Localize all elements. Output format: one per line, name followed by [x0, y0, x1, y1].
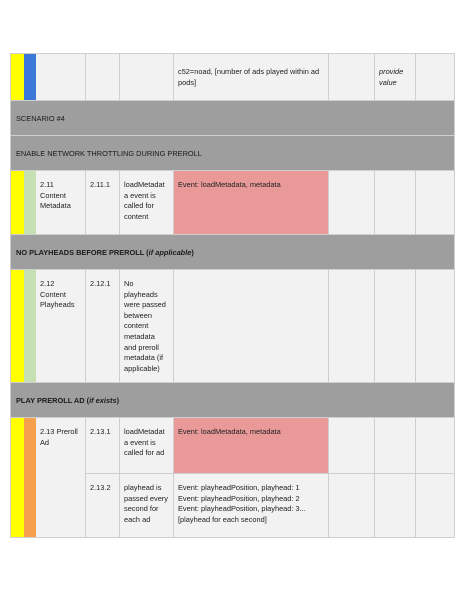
orange-marker	[24, 418, 36, 537]
play-preroll-qualifier: if exists	[89, 396, 117, 405]
blank-cell	[375, 473, 416, 537]
blank-cell	[416, 473, 455, 537]
section-cell	[36, 54, 86, 100]
throttle-title: ENABLE NETWORK THROTTLING DURING PREROLL	[16, 149, 202, 158]
description-cell: No playheads were passed between content metadata and preroll metadata (if applicable)	[120, 270, 174, 382]
yellow-marker	[10, 270, 24, 382]
blank-cell	[375, 270, 416, 382]
no-playheads-qualifier: if applicable	[148, 248, 192, 257]
no-playheads-banner	[10, 234, 455, 269]
event-cell: Event: loadMetadata, metadata	[174, 418, 329, 473]
step-cell: 2.13.2	[86, 473, 120, 537]
description-cell: loadMetadat a event is called for ad	[120, 418, 174, 473]
no-playheads-title: NO PLAYHEADS BEFORE PREROLL (	[16, 248, 149, 257]
section-cell: 2.11 Content Metadata	[36, 171, 86, 234]
description-cell	[120, 54, 174, 100]
scenario-banner	[10, 100, 455, 135]
yellow-marker	[10, 54, 24, 100]
event-line: Event: playheadPosition, playhead: 3...[playhead for each second]	[178, 504, 306, 524]
blank-cell	[329, 473, 375, 537]
test-case-table	[10, 53, 455, 537]
step-cell: 2.12.1	[86, 270, 120, 382]
event-cell	[174, 270, 329, 382]
table-row-ad-count	[10, 53, 455, 100]
play-preroll-banner	[10, 382, 455, 417]
green-marker	[24, 171, 36, 234]
blank-cell	[329, 270, 375, 382]
blank-cell	[416, 171, 455, 234]
event-cell: c52=noad, [number of ads played within ad pods]	[174, 54, 329, 100]
description-cell: loadMetadat a event is called for content	[120, 171, 174, 234]
description-cell: playhead is passed every second for each ad	[120, 473, 174, 537]
blank-cell	[375, 171, 416, 234]
table-row-2-13	[10, 417, 455, 537]
blank-cell	[416, 270, 455, 382]
no-playheads-close: )	[191, 248, 194, 257]
blank-cell	[375, 418, 416, 473]
event-cell	[174, 473, 329, 537]
note-cell: provide value	[375, 54, 416, 100]
yellow-marker	[10, 171, 24, 234]
yellow-marker	[10, 418, 24, 537]
event-line: Event: playheadPosition, playhead: 1	[178, 483, 300, 492]
play-preroll-close: )	[116, 396, 120, 405]
throttle-banner	[10, 135, 455, 170]
event-cell: Event: loadMetadata, metadata	[174, 171, 329, 234]
play-preroll-title: PLAY PREROLL AD (	[16, 396, 90, 405]
step-cell	[86, 54, 120, 100]
green-marker	[24, 270, 36, 382]
blank-cell	[416, 418, 455, 473]
blank-cell	[329, 418, 375, 473]
step-cell: 2.13.1	[86, 418, 120, 473]
step-cell: 2.11.1	[86, 171, 120, 234]
blue-marker	[24, 54, 36, 100]
section-cell: 2.12 Content Playheads	[36, 270, 86, 382]
section-cell: 2.13 Preroll Ad	[36, 418, 86, 537]
table-row-2-11	[10, 170, 455, 234]
blank-cell	[329, 171, 375, 234]
blank-cell	[416, 54, 455, 100]
event-line: Event: playheadPosition, playhead: 2	[178, 493, 300, 503]
table-row-2-12	[10, 269, 455, 382]
blank-cell	[329, 54, 375, 100]
scenario-title: SCENARIO #4	[16, 114, 65, 123]
